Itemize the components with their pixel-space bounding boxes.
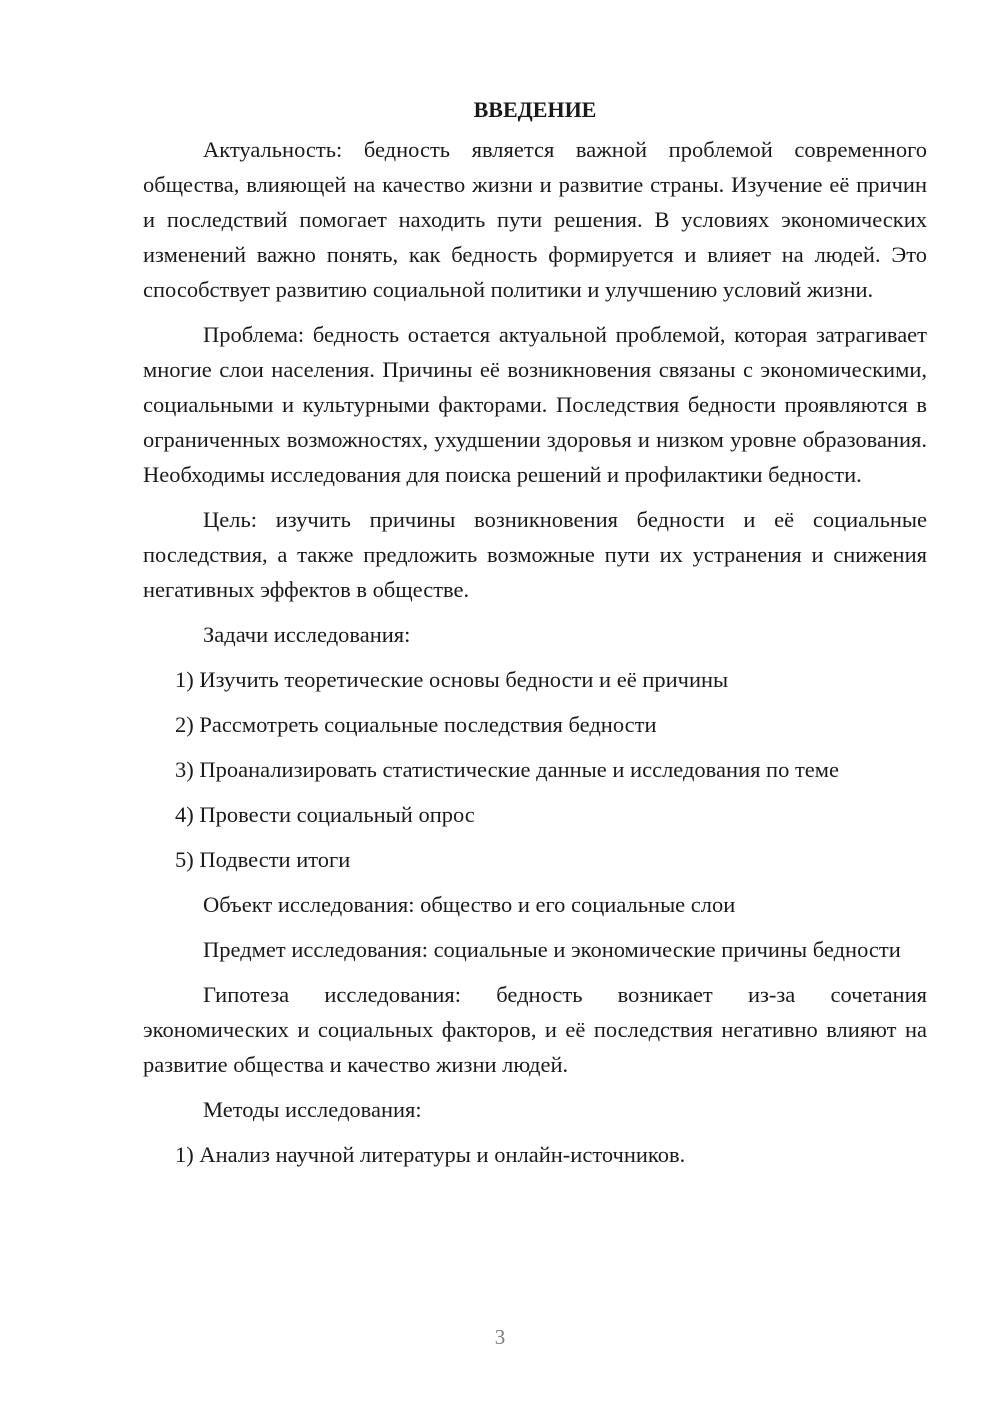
tasks-list — [143, 662, 927, 877]
list-item: 4) Провести социальный опрос — [175, 802, 475, 827]
tasks-label: Задачи исследования: — [203, 622, 411, 647]
document-page — [143, 92, 927, 1182]
subject-paragraph: Предмет исследования: социальные и экономические причины бедности — [203, 937, 901, 962]
page-number: 3 — [494, 1325, 506, 1349]
goal-paragraph: Цель: изучить причины возникновения бедности и её социальные последствия, а также предложить возможные пути их устранения и снижения негативных эффектов в обществе. — [143, 507, 927, 602]
page-title: ВВЕДЕНИЕ — [473, 97, 597, 122]
problem-paragraph: Проблема: бедность остается актуальной проблемой, которая затрагивает многие слои населения. Причины её возникновения связаны с экономическими, социальными и культурными факторами. Последствия бедности проявляются в ограниченных возможностях, ухудшении здоровья и низком уровне образования. Необходимы исследования для поиска решений и профилактики бедности. — [143, 322, 927, 487]
methods-label: Методы исследования: — [203, 1097, 422, 1122]
hypothesis-paragraph: Гипотеза исследования: бедность возникает из-за сочетания экономических и социальных факторов, и её последствия негативно влияют на развитие общества и качество жизни людей. — [143, 982, 927, 1077]
object-paragraph: Объект исследования: общество и его социальные слои — [203, 892, 736, 917]
list-item: 5) Подвести итоги — [175, 847, 351, 872]
relevance-paragraph: Актуальность: бедность является важной проблемой современного общества, влияющей на качество жизни и развитие страны. Изучение её причин и последствий помогает находить пути решения. В условиях экономических изменений важно понять, как бедность формируется и влияет на людей. Это способствует развитию социальной политики и улучшению условий жизни. — [143, 137, 927, 302]
list-item: 1) Анализ научной литературы и онлайн-источников. — [175, 1142, 686, 1167]
list-item: 3) Проанализировать статистические данные и исследования по теме — [175, 757, 840, 782]
list-item: 1) Изучить теоретические основы бедности и её причины — [175, 667, 729, 692]
methods-list — [143, 1137, 927, 1172]
list-item: 2) Рассмотреть социальные последствия бедности — [175, 712, 657, 737]
